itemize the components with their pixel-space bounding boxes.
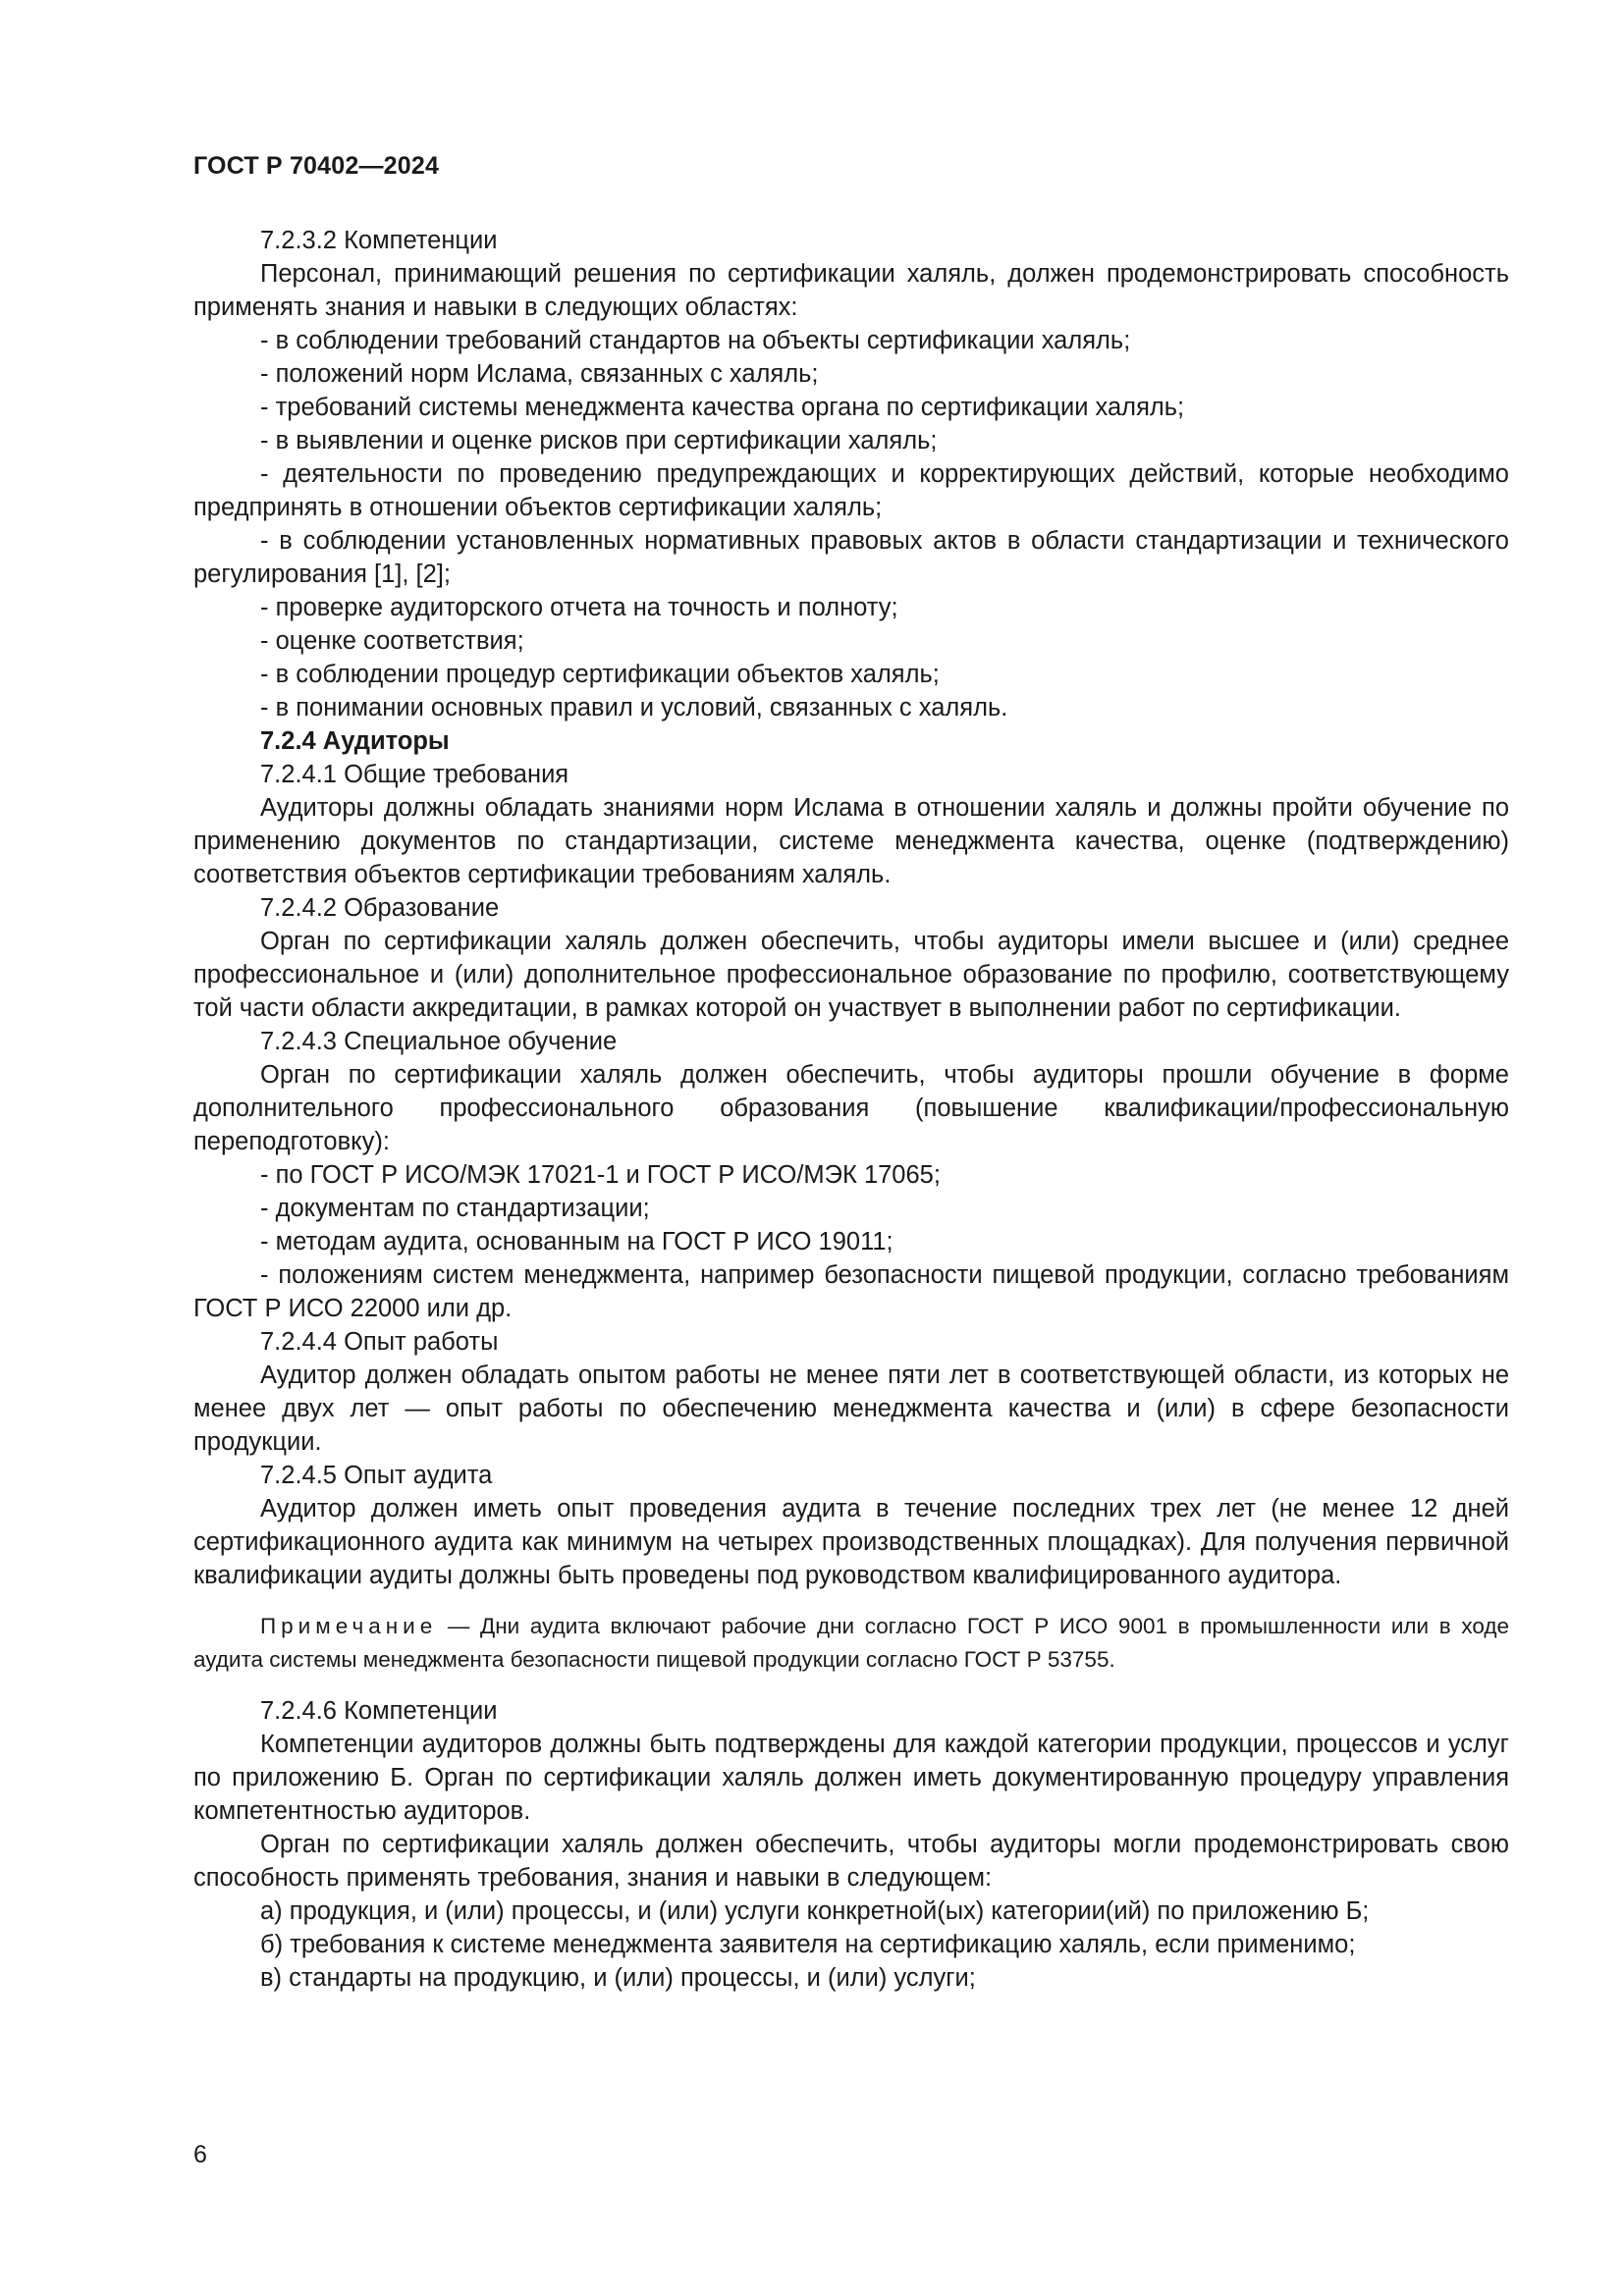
list-item: - требований системы менеджмента качества органа по сертификации халяль; [260,394,1185,421]
list-item: - документам по стандартизации; [260,1195,650,1222]
paragraph: Орган по сертификации халяль должен обеспечить, чтобы аудиторы могли продемонстрировать свою способность применять требования, знания и навыки в следующем: [193,1831,1509,1892]
list-item: - проверке аудиторского отчета на точность и полноту; [260,594,898,621]
standard-header: ГОСТ Р 70402—2024 [193,152,440,180]
paragraph: Аудитор должен обладать опытом работы не менее пяти лет в соответствующей области, из которых не менее двух лет — опыт работы по обеспечению менеджмента качества и (или) в сфере безопасности продукции. [193,1362,1509,1456]
paragraph: Аудиторы должны обладать знаниями норм Ислама в отношении халяль и должны пройти обучение по применению документов по стандартизации, системе менеджмента качества, оценке (подтверждению) соответствия объектов сертификации требованиям халяль. [193,794,1509,888]
note [193,1610,1509,1677]
section-heading: 7.2.3.2 Компетенции [260,227,498,254]
subsection-heading: 7.2.4.4 Опыт работы [260,1328,499,1356]
document-body [193,224,1509,1995]
list-item: - в соблюдении требований стандартов на объекты сертификации халяль; [260,327,1131,354]
list-item: - методам аудита, основанным на ГОСТ Р ИСО 19011; [260,1228,893,1255]
paragraph: Орган по сертификации халяль должен обеспечить, чтобы аудиторы прошли обучение в форме дополнительного профессионального образования (повышение квалификации/профессиональную переподготовку): [193,1061,1509,1155]
subsection-heading: 7.2.4.2 Образование [260,894,500,922]
subsection-heading: 7.2.4.3 Специальное обучение [260,1028,618,1055]
paragraph: Персонал, принимающий решения по сертификации халяль, должен продемонстрировать способность применять знания и навыки в следующих областях: [193,260,1509,321]
section-heading: 7.2.4 Аудиторы [260,727,450,755]
note-text: — Дни аудита включают рабочие дни согласно ГОСТ Р ИСО 9001 в промышленности или в ходе аудита системы менеджмента безопасности пищевой продукции согласно ГОСТ Р 53755. [193,1614,1509,1672]
list-item: - по ГОСТ Р ИСО/МЭК 17021-1 и ГОСТ Р ИСО/МЭК 17065; [260,1161,941,1189]
paragraph: Аудитор должен иметь опыт проведения аудита в течение последних трех лет (не менее 12 дней сертификационного аудита как минимум на четырех производственных площадках). Для получения первичной квалификации аудиты должны быть проведены под руководством квалифицированного аудитора. [193,1495,1509,1589]
list-item: в) стандарты на продукцию, и (или) процессы, и (или) услуги; [260,1964,976,1992]
list-item: - деятельности по проведению предупреждающих и корректирующих действий, которые необходимо предпринять в отношении объектов сертификации халяль; [193,460,1509,521]
list-item: - оценке соответствия; [260,627,524,655]
list-item: - в выявлении и оценке рисков при сертификации халяль; [260,427,938,454]
subsection-heading: 7.2.4.1 Общие требования [260,761,569,788]
subsection-heading: 7.2.4.6 Компетенции [260,1697,498,1725]
list-item: б) требования к системе менеджмента заявителя на сертификацию халяль, если применимо; [260,1931,1356,1958]
list-item: - положений норм Ислама, связанных с халяль; [260,360,819,388]
paragraph: Компетенции аудиторов должны быть подтверждены для каждой категории продукции, процессов и услуг по приложению Б. Орган по сертификации халяль должен иметь документированную процедуру управления компетентностью аудиторов. [193,1731,1509,1825]
list-item: - в соблюдении установленных нормативных правовых актов в области стандартизации и технического регулирования [1], [2]; [193,527,1509,588]
list-item: а) продукция, и (или) процессы, и (или) услуги конкретной(ых) категории(ий) по приложению Б; [260,1897,1370,1925]
subsection-heading: 7.2.4.5 Опыт аудита [260,1462,493,1489]
paragraph: Орган по сертификации халяль должен обеспечить, чтобы аудиторы имели высшее и (или) среднее профессиональное и (или) дополнительное профессиональное образование по профилю, соответствующему той части области аккредитации, в рамках которой он участвует в выполнении работ по сертификации. [193,928,1509,1022]
list-item: - в понимании основных правил и условий, связанных с халяль. [260,694,1008,721]
list-item: - положениям систем менеджмента, например безопасности пищевой продукции, согласно требованиям ГОСТ Р ИСО 22000 или др. [193,1261,1509,1322]
note-label: Примечание [260,1614,438,1638]
list-item: - в соблюдении процедур сертификации объектов халяль; [260,661,940,688]
page-number: 6 [193,2141,207,2168]
